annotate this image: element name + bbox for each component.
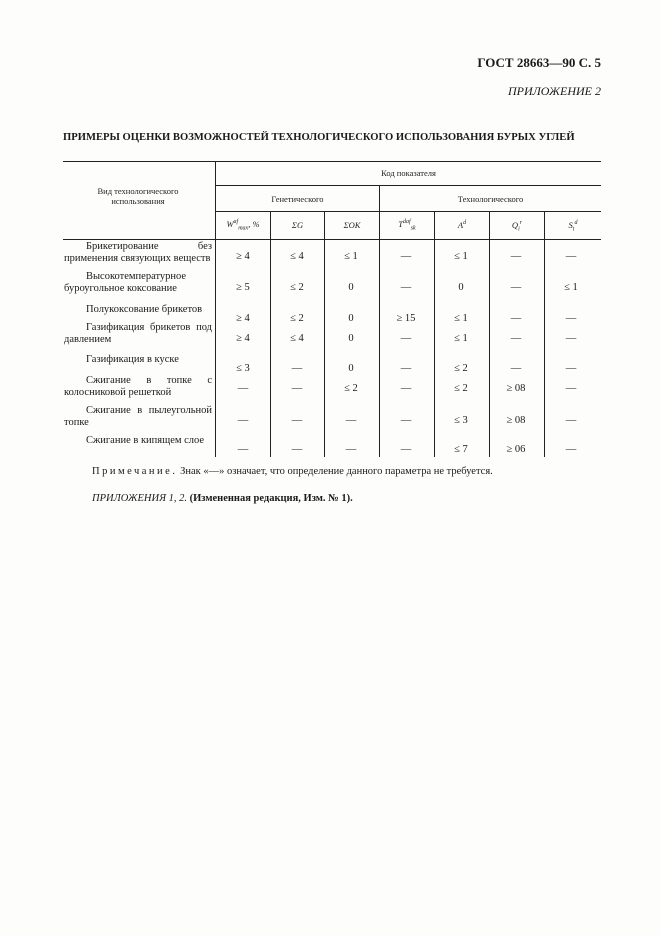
col-header-sulfur: $S_t^d$	[568, 220, 578, 233]
table-cell: ≤ 7	[454, 444, 468, 455]
table-cell: 0	[348, 313, 354, 324]
edition-note	[92, 493, 353, 504]
col-divider	[434, 211, 435, 457]
table-cell: —	[237, 415, 249, 426]
col-header-moisture: $W^{af}_{max}$, %	[226, 219, 260, 232]
col-divider	[489, 211, 490, 457]
table-cell: ≥ 06	[506, 444, 526, 455]
col-header-sum-g: ΣG	[291, 220, 304, 230]
table-cell: —	[345, 444, 357, 455]
appendix-label: ПРИЛОЖЕНИЕ 2	[508, 84, 601, 98]
table-cell: —	[237, 383, 249, 394]
table-cell: ≤ 4	[290, 333, 304, 344]
table-cell: —	[400, 251, 412, 262]
row-label: Высокотемпературное буроугольное коксование	[64, 271, 187, 294]
page-title: ПРИМЕРЫ ОЦЕНКИ ВОЗМОЖНОСТЕЙ ТЕХНОЛОГИЧЕСКОГО ИСПОЛЬЗОВАНИЯ БУРЫХ УГЛЕЙ	[63, 132, 575, 143]
table-cell: ≤ 1	[454, 333, 468, 344]
col-header-temp: $T^{daf}_{sk}$	[398, 219, 416, 232]
table-cell: —	[345, 415, 357, 426]
col-header-sum-ok: ΣOK	[343, 220, 361, 230]
table-cell: ≤ 2	[290, 313, 304, 324]
table-cell: —	[565, 313, 577, 324]
group-genetic: Генетического	[271, 194, 324, 204]
standard-number: ГОСТ 28663—90 С. 5	[477, 55, 601, 70]
row-label: Брикетирование без применения связующих веществ	[64, 241, 212, 264]
table-cell: 0	[348, 282, 354, 293]
table-cell: ≤ 2	[454, 363, 468, 374]
col-divider	[215, 161, 216, 457]
table-cell: ≥ 4	[236, 333, 250, 344]
table-cell: ≤ 2	[454, 383, 468, 394]
table-cell: —	[510, 251, 522, 262]
table-cell: 0	[458, 282, 464, 293]
table-cell: —	[565, 333, 577, 344]
col-divider	[324, 211, 325, 457]
table-cell: ≤ 1	[454, 313, 468, 324]
table-cell: —	[400, 363, 412, 374]
table-cell: —	[291, 444, 303, 455]
table-cell: —	[565, 444, 577, 455]
note-prefix: Примечание.	[92, 466, 178, 477]
table-cell: —	[510, 282, 522, 293]
table-cell: ≤ 4	[290, 251, 304, 262]
edition-ref: (Измененная редакция, Изм. № 1).	[186, 493, 353, 504]
row-label: Газификация брикетов под давлением	[64, 322, 212, 345]
table-head-rule	[216, 185, 601, 186]
table-cell: ≥ 08	[506, 415, 526, 426]
col-divider	[270, 211, 271, 457]
table-cell: 0	[348, 363, 354, 374]
table-cell: —	[565, 415, 577, 426]
table-cell: —	[510, 313, 522, 324]
table-cell: —	[291, 415, 303, 426]
row-label: Сжигание в кипящем слое	[86, 435, 205, 446]
table-cell: ≤ 2	[344, 383, 358, 394]
group-technological: Технологического	[457, 194, 524, 204]
table-cell: —	[400, 333, 412, 344]
table-cell: 0	[348, 333, 354, 344]
row-label: Полукоксование брикетов	[86, 304, 203, 315]
table-cell: ≥ 4	[236, 251, 250, 262]
table-cell: —	[510, 363, 522, 374]
appendices-ref: ПРИЛОЖЕНИЯ 1, 2.	[92, 493, 187, 504]
table-cell: ≥ 4	[236, 313, 250, 324]
table-cell: ≥ 15	[396, 313, 416, 324]
table-cell: —	[565, 383, 577, 394]
table-cell: ≤ 1	[564, 282, 578, 293]
table-note	[92, 466, 493, 477]
note-text: Знак «—» означает, что определение данного параметра не требуется.	[177, 466, 493, 477]
row-header: Вид технологического использования	[97, 186, 179, 206]
table-cell: —	[510, 333, 522, 344]
table-cell: ≥ 08	[506, 383, 526, 394]
table-cell: —	[291, 383, 303, 394]
col-divider	[544, 211, 545, 457]
col-header-heat: $Q_i^r$	[511, 220, 523, 233]
table-cell: —	[400, 383, 412, 394]
table-cell: ≥ 5	[236, 282, 250, 293]
table-cell: ≤ 2	[290, 282, 304, 293]
table-cell: —	[400, 444, 412, 455]
table-header-bottom-rule	[63, 239, 601, 240]
table-cell: —	[237, 444, 249, 455]
code-header: Код показателя	[381, 168, 436, 178]
table-cell: —	[291, 363, 303, 374]
table-cell: ≤ 1	[344, 251, 358, 262]
table-top-rule	[63, 161, 601, 162]
table-cell: ≤ 3	[236, 363, 250, 374]
table-cell: ≤ 1	[454, 251, 468, 262]
row-label: Сжигание в пылеугольной топке	[64, 405, 212, 428]
table-cell: —	[565, 251, 577, 262]
row-label: Газификация в куске	[86, 354, 179, 365]
table-cell: ≤ 3	[454, 415, 468, 426]
table-cell: —	[565, 363, 577, 374]
col-header-ash: $A^d$	[457, 220, 467, 230]
row-label: Сжигание в топке с колосниковой решеткой	[64, 375, 212, 398]
table-cell: —	[400, 415, 412, 426]
table-cell: —	[400, 282, 412, 293]
